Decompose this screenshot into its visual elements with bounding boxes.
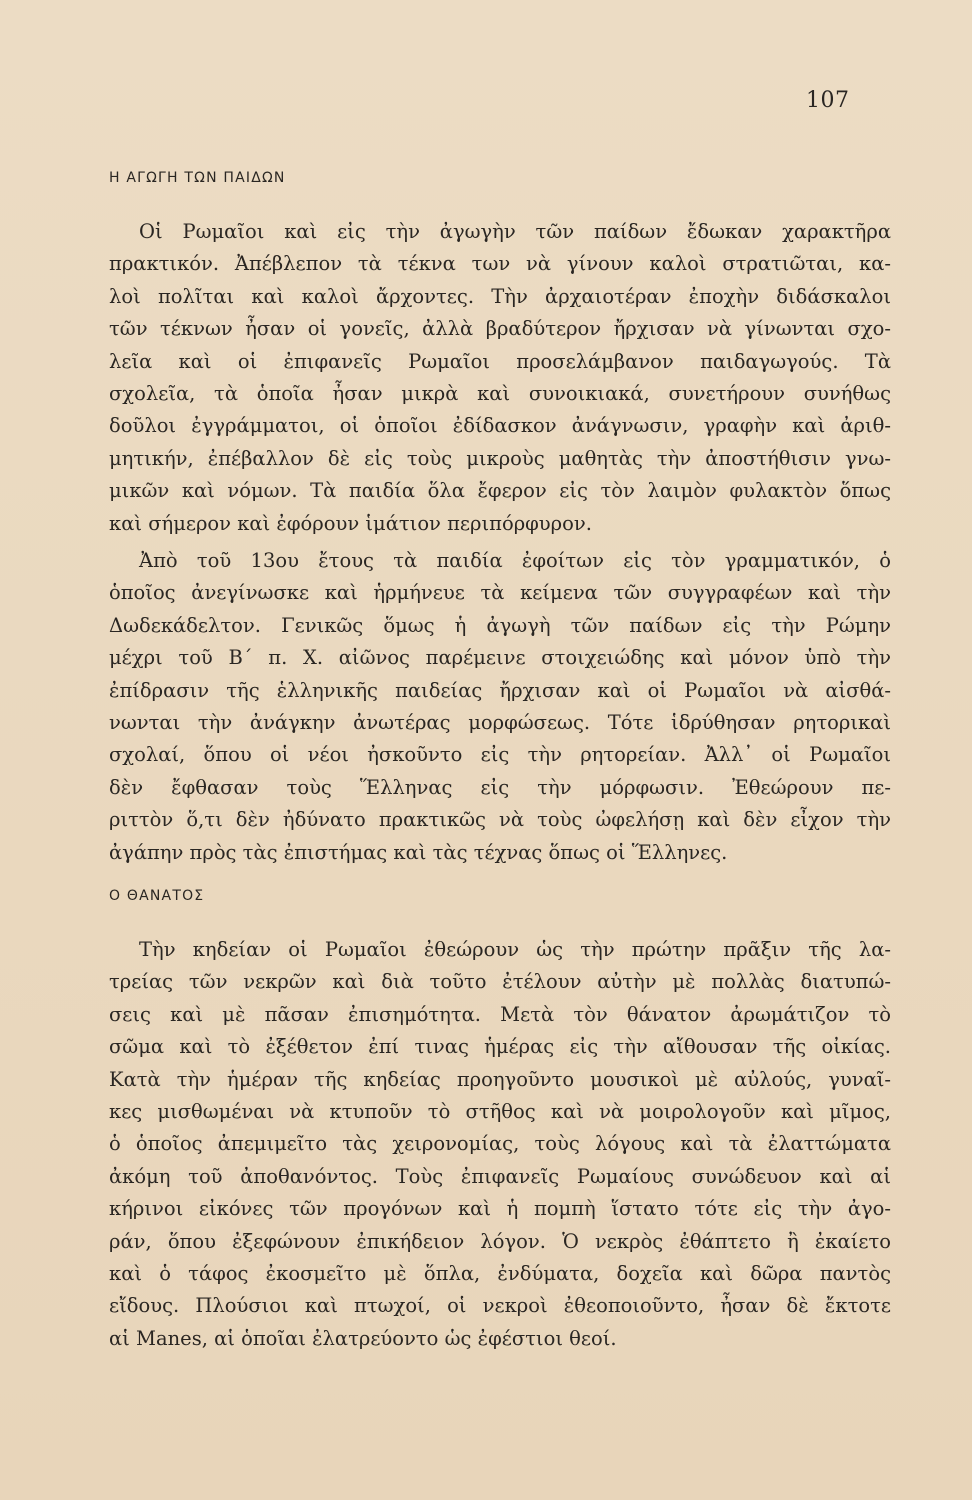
text-line: λοὶ πολῖται καὶ καλοὶ ἄρχοντες. Τὴν ἀρχαιοτέραν ἐποχὴν διδάσκαλοι xyxy=(109,284,891,308)
text-line: εἴδους. Πλούσιοι καὶ πτωχοί, οἱ νεκροὶ ἐθεοποιοῦντο, ἦσαν δὲ ἔκτοτε xyxy=(109,1294,891,1318)
text-line: δοῦλοι ἐγγράμματοι, οἱ ὁποῖοι ἐδίδασκον ἀνάγνωσιν, γραφὴν καὶ ἀριθ- xyxy=(109,414,891,438)
text-line: Τὴν κηδείαν οἱ Ρωμαῖοι ἐθεώρουν ὡς τὴν πρώτην πρᾶξιν τῆς λα- xyxy=(139,938,891,961)
text-line: μητικήν, ἐπέβαλλον δὲ εἰς τοὺς μικροὺς μαθητὰς τὴν ἀποστήθισιν γνω- xyxy=(109,446,891,470)
text-line: νωνται τὴν ἀνάγκην ἀνωτέρας μορφώσεως. Τότε ἱδρύθησαν ρητορικαὶ xyxy=(109,710,891,734)
text-line: σεις καὶ μὲ πᾶσαν ἐπισημότητα. Μετὰ τὸν θάνατον ἀρωμάτιζον τὸ xyxy=(109,1002,891,1026)
text-line: Δωδεκάδελτον. Γενικῶς ὅμως ἡ ἀγωγὴ τῶν παίδων εἰς τὴν Ρώμην xyxy=(109,613,891,637)
text-line: σχολεῖα, τὰ ὁποῖα ἦσαν μικρὰ καὶ συνοικιακά, συνετήρουν συνήθως xyxy=(109,381,891,405)
text-line: ὁποῖος ἀνεγίνωσκε καὶ ἡρμήνευε τὰ κείμενα τῶν συγγραφέων καὶ τὴν xyxy=(109,581,891,605)
text-line: ἀκόμη τοῦ ἀποθανόντος. Τοὺς ἐπιφανεῖς Ρωμαίους συνώδευον καὶ αἱ xyxy=(109,1164,891,1188)
text-line: λεῖα καὶ οἱ ἐπιφανεῖς Ρωμαῖοι προσελάμβανον παιδαγωγούς. Τὰ xyxy=(109,349,891,373)
text-line: μικῶν καὶ νόμων. Τὰ παιδία ὅλα ἔφερον εἰς τὸν λαιμὸν φυλακτὸν ὅπως xyxy=(109,479,891,503)
text-line: ἀγάπην πρὸς τὰς ἐπιστήμας καὶ τὰς τέχνας ὅπως οἱ Ἕλληνες. xyxy=(109,840,728,864)
text-line: Κατὰ τὴν ἡμέραν τῆς κηδείας προηγοῦντο μουσικοὶ μὲ αὐλούς, γυναῖ- xyxy=(109,1067,891,1091)
page-number: 107 xyxy=(806,88,850,113)
text-line: αἱ Manes, αἱ ὁποῖαι ἐλατρεύοντο ὡς ἐφέστιοι θεοί. xyxy=(109,1326,617,1350)
text-line: κήρινοι εἰκόνες τῶν προγόνων καὶ ἡ πομπὴ ἵστατο τότε εἰς τὴν ἀγο- xyxy=(109,1197,891,1221)
paragraph-upbringing-1 xyxy=(109,216,891,540)
section-heading-death: Ο ΘΑΝΑΤΟΣ xyxy=(109,888,205,904)
text-line: τῶν τέκνων ἦσαν οἱ γονεῖς, ἀλλὰ βραδύτερον ἤρχισαν νὰ γίνωνται σχο- xyxy=(109,317,891,341)
text-line: ριττὸν ὅ,τι δὲν ἠδύνατο πρακτικῶς νὰ τοὺς ὠφελήσῃ καὶ δὲν εἶχον τὴν xyxy=(109,808,891,832)
text-line: τρείας τῶν νεκρῶν καὶ διὰ τοῦτο ἐτέλουν αὐτὴν μὲ πολλὰς διατυπώ- xyxy=(109,970,891,994)
text-line: ἐπίδρασιν τῆς ἑλληνικῆς παιδείας ἤρχισαν καὶ οἱ Ρωμαῖοι νὰ αἰσθά- xyxy=(109,678,891,702)
text-line: σῶμα καὶ τὸ ἐξέθετον ἐπί τινας ἡμέρας εἰς τὴν αἴθουσαν τῆς οἰκίας. xyxy=(109,1035,891,1059)
text-line: καὶ σήμερον καὶ ἐφόρουν ἱμάτιον περιπόρφυρον. xyxy=(109,511,592,535)
text-line: Ἀπὸ τοῦ 13ου ἔτους τὰ παιδία ἐφοίτων εἰς τὸν γραμματικόν, ὁ xyxy=(139,549,891,572)
text-line: κες μισθωμέναι νὰ κτυποῦν τὸ στῆθος καὶ νὰ μοιρολογοῦν καὶ μῖμος, xyxy=(109,1099,891,1123)
text-line: δὲν ἔφθασαν τοὺς Ἕλληνας εἰς τὴν μόρφωσιν. Ἐθεώρουν πε- xyxy=(109,775,891,799)
text-line: Οἱ Ρωμαῖοι καὶ εἰς τὴν ἀγωγὴν τῶν παίδων ἔδωκαν χαρακτῆρα xyxy=(139,220,891,243)
paragraph-death xyxy=(109,934,891,1355)
text-line: μέχρι τοῦ Β΄ π. Χ. αἰῶνος παρέμεινε στοιχειώδης καὶ μόνον ὑπὸ τὴν xyxy=(109,646,891,670)
text-line: καὶ ὁ τάφος ἐκοσμεῖτο μὲ ὅπλα, ἐνδύματα, δοχεῖα καὶ δῶρα παντὸς xyxy=(109,1261,891,1285)
paragraph-upbringing-2 xyxy=(109,545,891,869)
text-line: σχολαί, ὅπου οἱ νέοι ἠσκοῦντο εἰς τὴν ρητορείαν. Ἀλλ᾿ οἱ Ρωμαῖοι xyxy=(109,743,891,767)
text-line: ὁ ὁποῖος ἀπεμιμεῖτο τὰς χειρονομίας, τοὺς λόγους καὶ τὰ ἐλαττώματα xyxy=(109,1132,891,1156)
text-line: ράν, ὅπου ἐξεφώνουν ἐπικήδειον λόγον. Ὁ νεκρὸς ἐθάπτετο ἢ ἐκαίετο xyxy=(109,1229,891,1253)
section-heading-upbringing: Η ΑΓΩΓΗ ΤΩΝ ΠΑΙΔΩΝ xyxy=(109,170,286,186)
text-line: πρακτικόν. Ἀπέβλεπον τὰ τέκνα των νὰ γίνουν καλοὶ στρατιῶται, κα- xyxy=(109,252,891,276)
